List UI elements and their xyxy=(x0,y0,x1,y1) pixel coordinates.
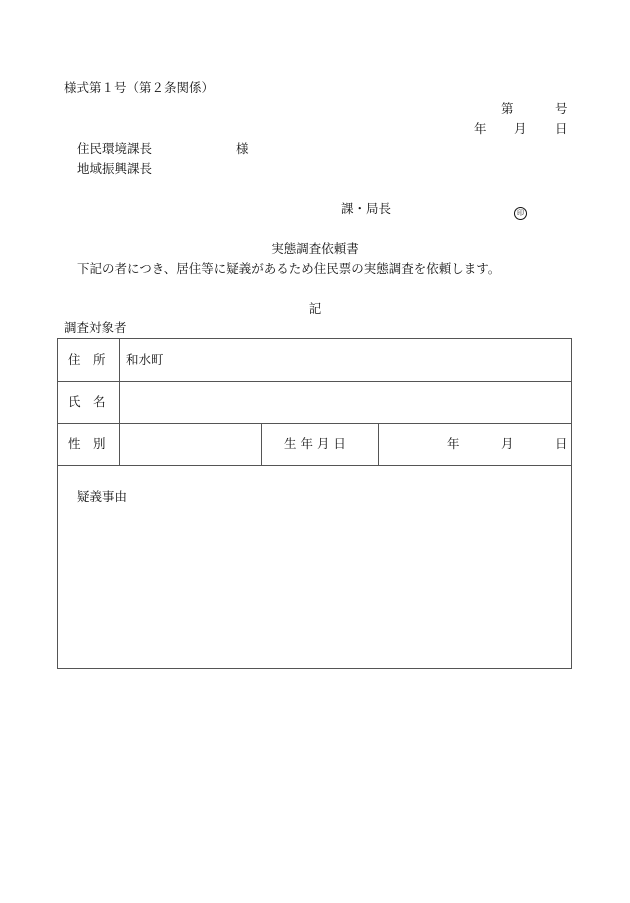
form-number: 様式第１号（第２条関係） xyxy=(64,80,215,95)
col-divider xyxy=(261,423,262,465)
date-day: 日 xyxy=(555,121,568,136)
row-divider xyxy=(58,381,571,382)
ki-heading: 記 xyxy=(308,301,322,316)
address-value: 和水町 xyxy=(126,352,164,367)
dob-day: 日 xyxy=(555,436,568,451)
row-divider xyxy=(58,465,571,466)
row-divider xyxy=(58,423,571,424)
addressee-honorific: 様 xyxy=(236,141,249,156)
dob-month: 月 xyxy=(501,436,514,451)
sex-label: 性 別 xyxy=(68,436,106,451)
name-label: 氏 名 xyxy=(68,394,106,409)
seal-stamp xyxy=(514,203,527,220)
body-text: 下記の者につき、居住等に疑義があるため住民票の実態調査を依頼します。 xyxy=(77,261,501,276)
col-divider xyxy=(119,339,120,465)
addressee-line2: 地域振興課長 xyxy=(77,161,153,176)
seal-icon: 印 xyxy=(514,207,527,220)
subject-table xyxy=(57,338,572,669)
doc-number-suffix: 号 xyxy=(555,101,568,116)
subject-heading: 調査対象者 xyxy=(64,320,127,335)
date-month: 月 xyxy=(514,121,527,136)
doc-number-prefix: 第 xyxy=(501,101,514,116)
dob-year: 年 xyxy=(447,436,460,451)
addressee-line1: 住民環境課長 xyxy=(77,141,153,156)
address-label: 住 所 xyxy=(68,352,106,367)
document-title: 実態調査依頼書 xyxy=(271,241,359,256)
sender-label: 課・局長 xyxy=(341,201,392,216)
col-divider xyxy=(378,423,379,465)
date-year: 年 xyxy=(474,121,487,136)
dob-label: 生 年 月 日 xyxy=(284,436,346,451)
reason-label: 疑義事由 xyxy=(77,489,128,504)
